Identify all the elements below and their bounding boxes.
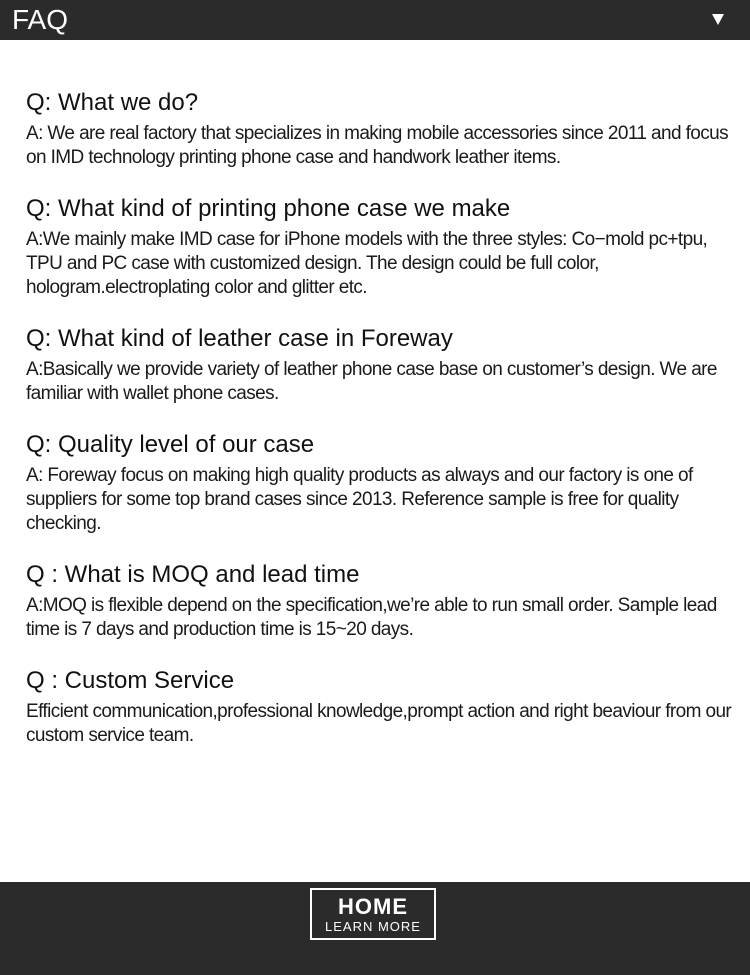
faq-answer: A:MOQ is flexible depend on the specification,we’re able to run small order. Sample lead time is 7 days and production time is 15~20 days. [26, 595, 717, 640]
faq-title: FAQ [12, 4, 69, 35]
faq-question: Q: What kind of printing phone case we make [26, 195, 511, 222]
faq-answer: Efficient communication,professional knowledge,prompt action and right beaviour from our custom service team. [26, 701, 732, 746]
faq-item [26, 88, 741, 170]
faq-answer: A:Basically we provide variety of leather phone case base on customer’s design. We are familiar with wallet phone cases. [26, 359, 717, 404]
faq-item [26, 194, 741, 300]
faq-question: Q: Quality level of our case [26, 431, 315, 458]
faq-item [26, 560, 741, 642]
faq-item [26, 430, 741, 536]
faq-answer: A: We are real factory that specializes in making mobile accessories since 2011 and focus on IMD technology printing phone case and handwork leather items. [26, 123, 729, 168]
faq-question: Q: What kind of leather case in Foreway [26, 325, 453, 352]
footer-bar [0, 882, 750, 975]
triangle-down-icon[interactable] [712, 14, 724, 25]
learn-more-label: LEARN MORE [325, 919, 421, 934]
faq-question: Q : Custom Service [26, 667, 235, 694]
faq-list [26, 88, 741, 772]
faq-question: Q: What we do? [26, 89, 199, 116]
faq-question: Q : What is MOQ and lead time [26, 561, 360, 588]
faq-header-bar [0, 0, 750, 40]
faq-item [26, 324, 741, 406]
faq-answer: A: Foreway focus on making high quality products as always and our factory is one of suppliers for some top brand cases since 2013. Reference sample is free for quality checking. [26, 465, 693, 534]
home-button[interactable] [310, 888, 436, 940]
home-button-label: HOME [338, 894, 408, 919]
faq-answer: A:We mainly make IMD case for iPhone models with the three styles: Co−mold pc+tpu, TPU and PC case with customized design. The design could be full color, hologram.electroplating color and glitter etc. [26, 229, 708, 298]
faq-item [26, 666, 741, 748]
